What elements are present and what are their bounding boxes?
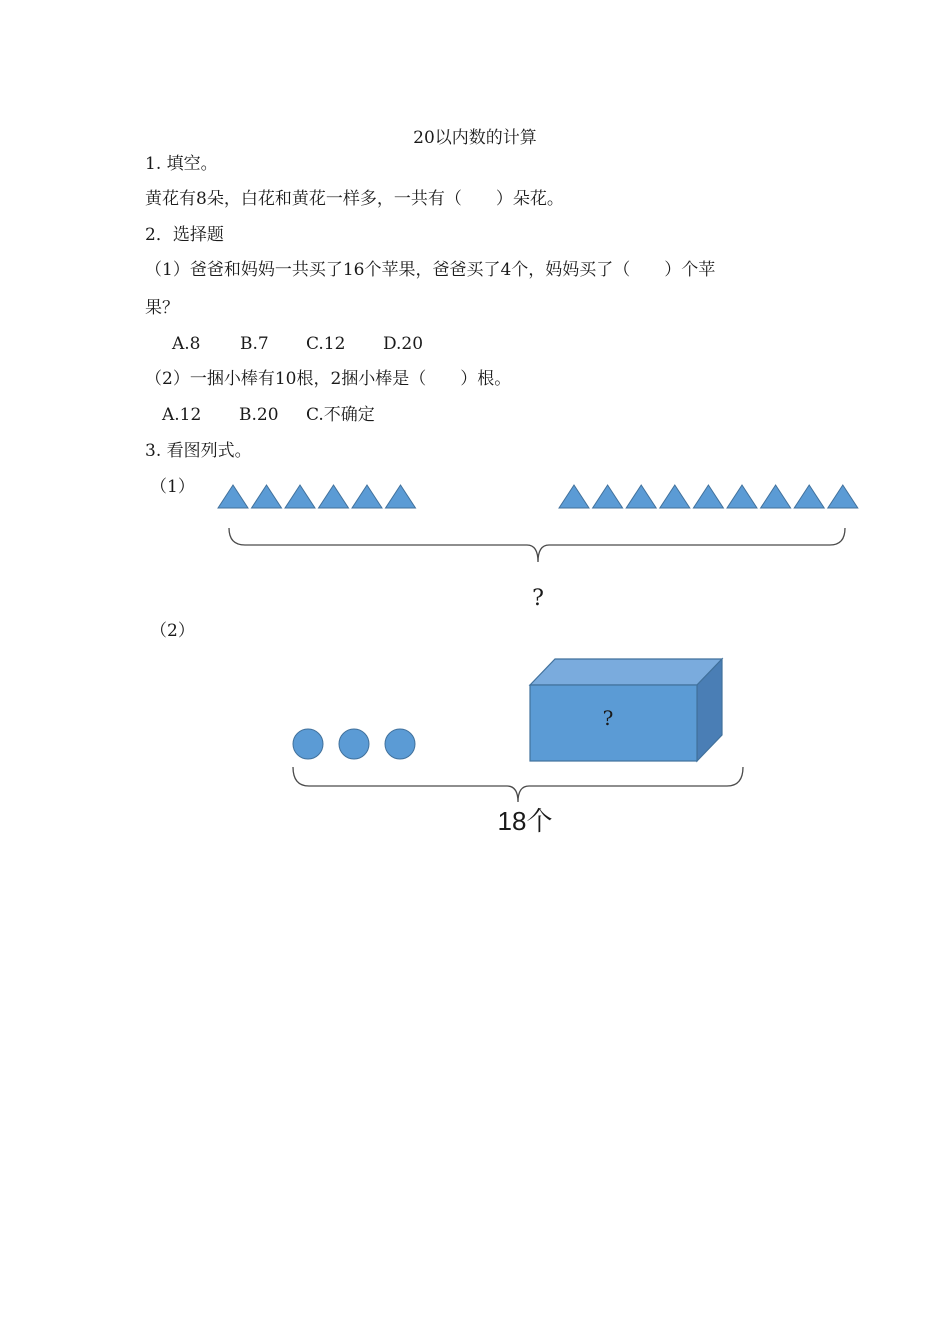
triangle-right-3	[626, 485, 656, 508]
fig2-label: （2）	[150, 621, 195, 641]
circle-1	[293, 729, 323, 759]
triangle-left-6	[386, 485, 416, 508]
left-triangle-group	[218, 485, 416, 508]
fig1-brace	[229, 528, 845, 562]
fig1-question-mark: ?	[532, 586, 544, 611]
triangle-left-1	[218, 485, 248, 508]
triangle-right-2	[593, 485, 623, 508]
q2-option-b: B.20	[239, 405, 279, 425]
section1-heading: 1. 填空。	[145, 154, 218, 174]
triangle-left-2	[252, 485, 282, 508]
section1-question: 黄花有8朵，白花和黄花一样多，一共有（ ）朵花。	[145, 189, 564, 209]
q2-option-c: C.不确定	[306, 405, 375, 425]
triangle-right-9	[828, 485, 858, 508]
triangle-right-6	[727, 485, 757, 508]
fig2-brace	[293, 767, 743, 802]
triangle-left-5	[352, 485, 382, 508]
triangle-left-3	[285, 485, 315, 508]
triangle-right-8	[794, 485, 824, 508]
box-top-face	[530, 659, 722, 685]
q1-option-b: B.7	[240, 334, 269, 354]
box-question-mark: ?	[602, 706, 614, 730]
q1-option-a: A.8	[172, 334, 201, 354]
circle-3	[385, 729, 415, 759]
q1-option-d: D.20	[383, 334, 424, 354]
circle-group	[293, 729, 415, 759]
circle-2	[339, 729, 369, 759]
triangle-right-7	[761, 485, 791, 508]
triangle-right-4	[660, 485, 690, 508]
section2-q1-line1: （1）爸爸和妈妈一共买了16个苹果，爸爸买了4个，妈妈买了（ ）个苹	[145, 260, 716, 280]
right-triangle-group	[559, 485, 858, 508]
total-label: 18个	[497, 806, 553, 836]
triangle-right-5	[693, 485, 723, 508]
section3-heading: 3. 看图列式。	[145, 441, 252, 461]
q1-option-c: C.12	[306, 334, 346, 354]
section2-q1-line2: 果？	[145, 298, 179, 318]
section2-q2: （2）一捆小棒有10根，2捆小棒是（ ）根。	[145, 369, 512, 389]
section2-heading: 2．选择题	[145, 225, 224, 245]
fig1-label: （1）	[150, 477, 195, 497]
triangle-right-1	[559, 485, 589, 508]
triangle-left-4	[319, 485, 349, 508]
page-title: 20以内数的计算	[413, 128, 537, 148]
q2-option-a: A.12	[162, 405, 202, 425]
box-3d	[530, 659, 722, 761]
box-front-face	[530, 685, 697, 761]
